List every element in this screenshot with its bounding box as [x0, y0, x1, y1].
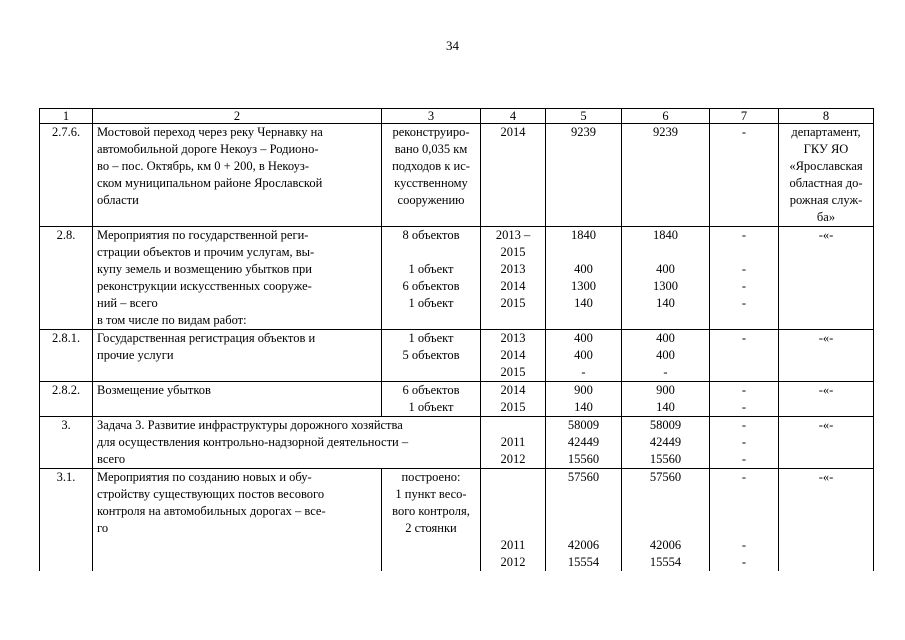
header-cell: 8: [779, 109, 874, 124]
period-line: 2013: [500, 262, 526, 276]
executor-line: -«-: [818, 418, 834, 432]
row-number: 3.: [40, 417, 93, 469]
measure-name: [93, 330, 382, 382]
funding-total-line: [548, 503, 619, 520]
row-number: 3.1.: [40, 469, 93, 572]
measure-name-line: страции объектов и прочим услугам, вы-: [97, 245, 315, 259]
funding-regional-line: [624, 244, 707, 261]
funding-total-line: 400: [574, 331, 593, 345]
period: [481, 469, 546, 572]
result-indicator-line: 1 объект: [408, 262, 454, 276]
executor-line: -«-: [818, 383, 834, 397]
measure-name-line: автомобильной дороге Некоуз – Родионо-: [97, 142, 319, 156]
funding-total-line: [548, 486, 619, 503]
result-indicator-line: кусственному: [394, 176, 468, 190]
measure-name: [93, 382, 382, 417]
row-number: 2.8.: [40, 227, 93, 330]
period: [481, 417, 546, 469]
period-line: 2012: [500, 555, 526, 569]
funding-total: [546, 227, 622, 330]
period-line: 2014: [500, 279, 526, 293]
measure-name-line: стройству существующих постов весового: [97, 487, 325, 501]
funding-total: [546, 469, 622, 572]
result-indicator: [382, 382, 481, 417]
funding-total-line: 900: [574, 383, 593, 397]
executor-line: -«-: [818, 228, 834, 242]
funding-other-line: -: [741, 279, 747, 293]
funding-regional-line: 15554: [649, 555, 682, 569]
result-indicator-line: вого контроля,: [392, 504, 470, 518]
period-line: 2015: [500, 365, 526, 379]
funding-other-line: -: [741, 538, 747, 552]
funding-regional-line: 15560: [649, 452, 682, 466]
funding-total-line: 57560: [567, 470, 600, 484]
header-cell: 2: [93, 109, 382, 124]
funding-other-line: -: [741, 331, 747, 345]
header-cell: 6: [622, 109, 710, 124]
funding-total-line: 9239: [571, 125, 596, 139]
funding-total-line: [548, 520, 619, 537]
measure-name-line: Возмещение убытков: [97, 383, 211, 397]
period: [481, 382, 546, 417]
executor: [779, 417, 874, 469]
measure-name-line: купу земель и возмещению убытков при: [97, 262, 312, 276]
executor-line: ГКУ ЯО: [803, 142, 849, 156]
result-indicator: [382, 227, 481, 330]
funding-regional: [622, 124, 710, 227]
table-row: [40, 417, 874, 469]
measure-name-line: Мероприятия по государственной реги-: [97, 228, 309, 242]
period-line: 2015: [500, 245, 526, 259]
result-indicator-line: подходов к ис-: [392, 159, 470, 173]
executor: [779, 330, 874, 382]
funding-other: [710, 330, 779, 382]
executor: [779, 227, 874, 330]
measure-name-line: области: [97, 193, 139, 207]
funding-total-line: 1300: [571, 279, 596, 293]
funding-total-line: 42006: [567, 538, 600, 552]
funding-total-line: 140: [574, 296, 593, 310]
period-line: [483, 520, 543, 537]
funding-other: [710, 227, 779, 330]
result-indicator-line: построено:: [401, 470, 461, 484]
funding-regional: [622, 469, 710, 572]
result-indicator-line: 1 пункт весо-: [395, 487, 467, 501]
funding-other: [710, 124, 779, 227]
funding-other-line: -: [741, 228, 747, 242]
measure-name-line: Мероприятия по созданию новых и обу-: [97, 470, 312, 484]
table-row: [40, 469, 874, 572]
table-row: [40, 330, 874, 382]
funding-total-line: 15554: [567, 555, 600, 569]
measure-name: [93, 469, 382, 572]
period: [481, 124, 546, 227]
result-indicator-line: 5 объектов: [402, 348, 460, 362]
funding-total-line: 15560: [567, 452, 600, 466]
result-indicator: [382, 330, 481, 382]
result-indicator-line: вано 0,035 км: [394, 142, 468, 156]
funding-total-line: 1840: [571, 228, 596, 242]
period-line: [483, 486, 543, 503]
table-row: [40, 124, 874, 227]
header-cell: 4: [481, 109, 546, 124]
funding-total-line: 42449: [567, 435, 600, 449]
funding-regional-line: 1840: [653, 228, 678, 242]
period-line: 2013: [500, 331, 526, 345]
funding-regional: [622, 330, 710, 382]
period-line: 2014: [500, 383, 526, 397]
task-title-line: для осуществления контрольно-надзорной деятельности –: [97, 435, 409, 449]
funding-total: [546, 417, 622, 469]
funding-regional: [622, 227, 710, 330]
funding-other-line: -: [741, 435, 747, 449]
funding-regional-line: 42006: [649, 538, 682, 552]
task-title-line: Задача 3. Развитие инфраструктуры дорожного хозяйства: [97, 418, 403, 432]
funding-regional: [622, 382, 710, 417]
period-line: [483, 417, 543, 434]
task-title: [93, 417, 481, 469]
funding-total-line: 400: [574, 348, 593, 362]
row-number: 2.8.2.: [40, 382, 93, 417]
funding-total-line: -: [581, 365, 586, 379]
funding-regional-line: 9239: [653, 125, 678, 139]
measure-name-line: реконструкции искусственных сооруже-: [97, 279, 312, 293]
period-line: 2015: [500, 296, 526, 310]
measure-name-line: Мостовой переход через реку Чернавку на: [97, 125, 323, 139]
funding-regional-line: -: [663, 365, 668, 379]
measure-name-line: во – пос. Октябрь, км 0 + 200, в Некоуз-: [97, 159, 309, 173]
funding-regional-line: [624, 520, 707, 537]
result-indicator-line: реконструиро-: [392, 125, 470, 139]
funding-other-line: [712, 520, 776, 537]
result-indicator-line: 1 объект: [408, 400, 454, 414]
result-indicator: [382, 469, 481, 572]
funding-other-line: -: [741, 555, 747, 569]
result-indicator-line: 8 объектов: [402, 228, 460, 242]
period: [481, 227, 546, 330]
measure-name: [93, 227, 382, 330]
funding-other-line: -: [741, 383, 747, 397]
measure-name: [93, 124, 382, 227]
funding-total: [546, 124, 622, 227]
funding-other-line: -: [741, 470, 747, 484]
executor: [779, 469, 874, 572]
funding-regional-line: [624, 486, 707, 503]
funding-regional-line: 400: [656, 262, 675, 276]
result-indicator-line: 6 объектов: [402, 383, 460, 397]
measure-name-line: ском муниципальном районе Ярославской: [97, 176, 323, 190]
row-number: 2.7.6.: [40, 124, 93, 227]
funding-other-line: [712, 244, 776, 261]
executor-line: ба»: [816, 210, 836, 224]
measure-name-line: Государственная регистрация объектов и: [97, 331, 316, 345]
period-line: 2013 –: [495, 228, 531, 242]
funding-regional-line: 400: [656, 331, 675, 345]
executor-line: рожная служ-: [789, 193, 863, 207]
program-table: [39, 108, 874, 571]
funding-regional-line: 42449: [649, 435, 682, 449]
funding-other: [710, 417, 779, 469]
result-indicator-line: 1 объект: [408, 331, 454, 345]
funding-total-line: 58009: [567, 418, 600, 432]
measure-name-line: ний – всего: [97, 296, 158, 310]
result-indicator-line: 1 объект: [408, 296, 454, 310]
executor-line: -«-: [818, 331, 834, 345]
funding-regional-line: 57560: [649, 470, 682, 484]
funding-regional-line: 58009: [649, 418, 682, 432]
header-cell: 5: [546, 109, 622, 124]
page-number: 34: [446, 38, 459, 53]
funding-regional-line: 400: [656, 348, 675, 362]
funding-other-line: -: [741, 296, 747, 310]
funding-other-line: -: [741, 125, 747, 139]
period-line: 2011: [500, 435, 526, 449]
executor: [779, 124, 874, 227]
table-row: [40, 227, 874, 330]
executor-line: «Ярославская: [789, 159, 863, 173]
funding-other: [710, 469, 779, 572]
funding-total-line: [548, 244, 619, 261]
period-line: 2014: [500, 125, 526, 139]
result-indicator-line: [384, 244, 478, 261]
funding-regional: [622, 417, 710, 469]
task-title-line: всего: [97, 452, 126, 466]
funding-total-line: 400: [574, 262, 593, 276]
result-indicator-line: 6 объектов: [402, 279, 460, 293]
funding-other: [710, 382, 779, 417]
funding-regional-line: 900: [656, 383, 675, 397]
measure-name-line: в том числе по видам работ:: [97, 313, 247, 327]
funding-regional-line: 140: [656, 400, 675, 414]
funding-other-line: -: [741, 262, 747, 276]
measure-name-line: прочие услуги: [97, 348, 174, 362]
period-line: 2014: [500, 348, 526, 362]
header-cell: 1: [40, 109, 93, 124]
funding-total-line: 140: [574, 400, 593, 414]
header-row: [40, 109, 874, 124]
period-line: 2012: [500, 452, 526, 466]
result-indicator-line: 2 стоянки: [405, 521, 457, 535]
period: [481, 330, 546, 382]
executor-line: департамент,: [791, 125, 861, 139]
period-line: [483, 503, 543, 520]
header-cell: 3: [382, 109, 481, 124]
period-line: 2011: [500, 538, 526, 552]
funding-total: [546, 382, 622, 417]
result-indicator: [382, 124, 481, 227]
period-line: 2015: [500, 400, 526, 414]
funding-other-line: -: [741, 452, 747, 466]
funding-other-line: [712, 503, 776, 520]
header-cell: 7: [710, 109, 779, 124]
measure-name-line: контроля на автомобильных дорогах – все-: [97, 504, 326, 518]
funding-regional-line: 1300: [653, 279, 678, 293]
executor-line: областная до-: [789, 176, 863, 190]
funding-regional-line: [624, 503, 707, 520]
funding-other-line: -: [741, 418, 747, 432]
executor-line: -«-: [818, 470, 834, 484]
executor: [779, 382, 874, 417]
period-line: [483, 469, 543, 486]
funding-other-line: [712, 486, 776, 503]
funding-total: [546, 330, 622, 382]
funding-regional-line: 140: [656, 296, 675, 310]
table-row: [40, 382, 874, 417]
row-number: 2.8.1.: [40, 330, 93, 382]
funding-other-line: -: [741, 400, 747, 414]
result-indicator-line: сооружению: [397, 193, 465, 207]
measure-name-line: го: [97, 521, 109, 535]
